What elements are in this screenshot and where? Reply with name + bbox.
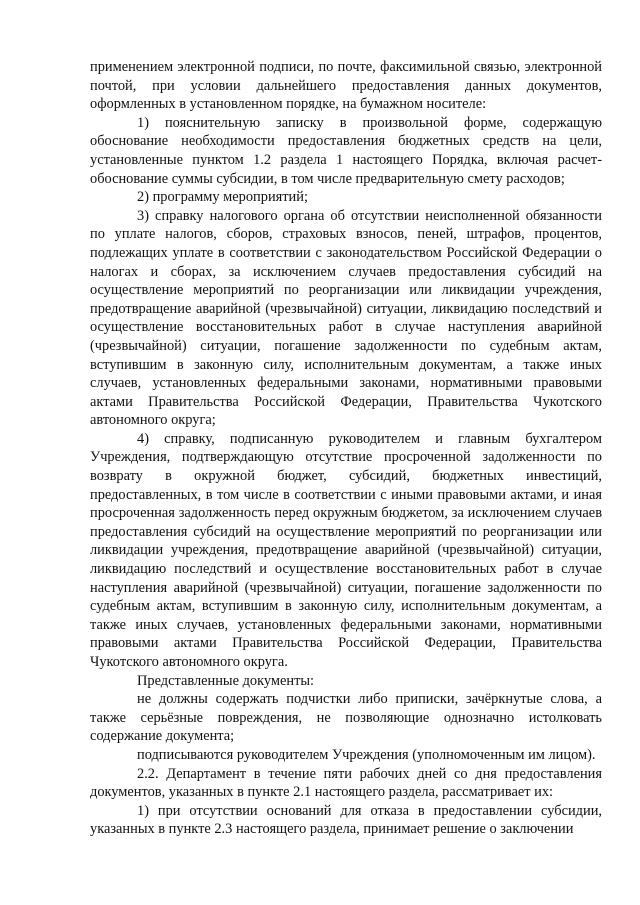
paragraph: 1) при отсутствии оснований для отказа в предоставлении субсидии, указанных в пункте 2.3 настоящего раздела, принимает решение о заключении (90, 802, 602, 838)
paragraph: не должны содержать подчистки либо приписки, зачёркнутые слова, а также серьёзные повреждения, не позволяющие однозначно истолковать содержание документа; (90, 691, 602, 745)
paragraph: Представленные документы: (137, 672, 315, 689)
paragraph: 2.2. Департамент в течение пяти рабочих дней со дня предоставления документов, указанных в пункте 2.1 настоящего раздела, рассматривает их: (90, 765, 602, 801)
paragraph: 1) пояснительную записку в произвольной форме, содержащую обоснование необходимости предоставления бюджетных средств на цели, установленные пунктом 1.2 раздела 1 настоящего Порядка, включая расчет-обоснование суммы субсидии, в том числе предварительную смету расходов; (90, 114, 602, 187)
paragraph: применением электронной подписи, по почте, факсимильной связью, электронной почтой, при условии дальнейшего предоставления данных документов, оформленных в установленном порядке, на бумажном носителе: (90, 59, 602, 113)
paragraph: 2) программу мероприятий; (137, 189, 308, 206)
paragraph: 3) справку налогового органа об отсутствии неисполненной обязанности по уплате налогов, сборов, страховых взносов, пеней, штрафов, процентов, подлежащих уплате в соответствии с законодательством Российской Федерации о налогах и сборах, за исключением случаев предоставления субсидий на осуществление мероприятий по реорганизации или ликвидации учреждения, предотвращение аварийной (чрезвычайной) ситуации, ликвидацию последствий и осуществление восстановительных работ в случае наступления аварийной (чрезвычайной) ситуации, погашение задолженности по судебным актам, вступившим в законную силу, исполнительным документам, а также иных случаев, установленных федеральными законами, нормативными правовыми актами Правительства Российской Федерации, Правительства Чукотского автономного округа; (90, 207, 602, 429)
document-body (90, 58, 602, 839)
paragraph: подписываются руководителем Учреждения (уполномоченным им лицом). (137, 746, 596, 763)
paragraph: 4) справку, подписанную руководителем и главным бухгалтером Учреждения, подтверждающую отсутствие просроченной задолженности по возврату в окружной бюджет, субсидий, бюджетных инвестиций, предоставленных, в том числе в соответствии с иными правовыми актами, и иная просроченная задолженность перед окружным бюджетом, за исключением случаев предоставления субсидий на осуществление мероприятий по реорганизации или ликвидации учреждения, предотвращение аварийной (чрезвычайной) ситуации, ликвидацию последствий и осуществление восстановительных работ в случае наступления аварийной (чрезвычайной) ситуации, погашение задолженности по судебным актам, вступившим в законную силу, исполнительным документам, а также иных случаев, установленных федеральными законами, нормативными правовыми актами Правительства Российской Федерации, Правительства Чукотского автономного округа. (90, 430, 602, 670)
